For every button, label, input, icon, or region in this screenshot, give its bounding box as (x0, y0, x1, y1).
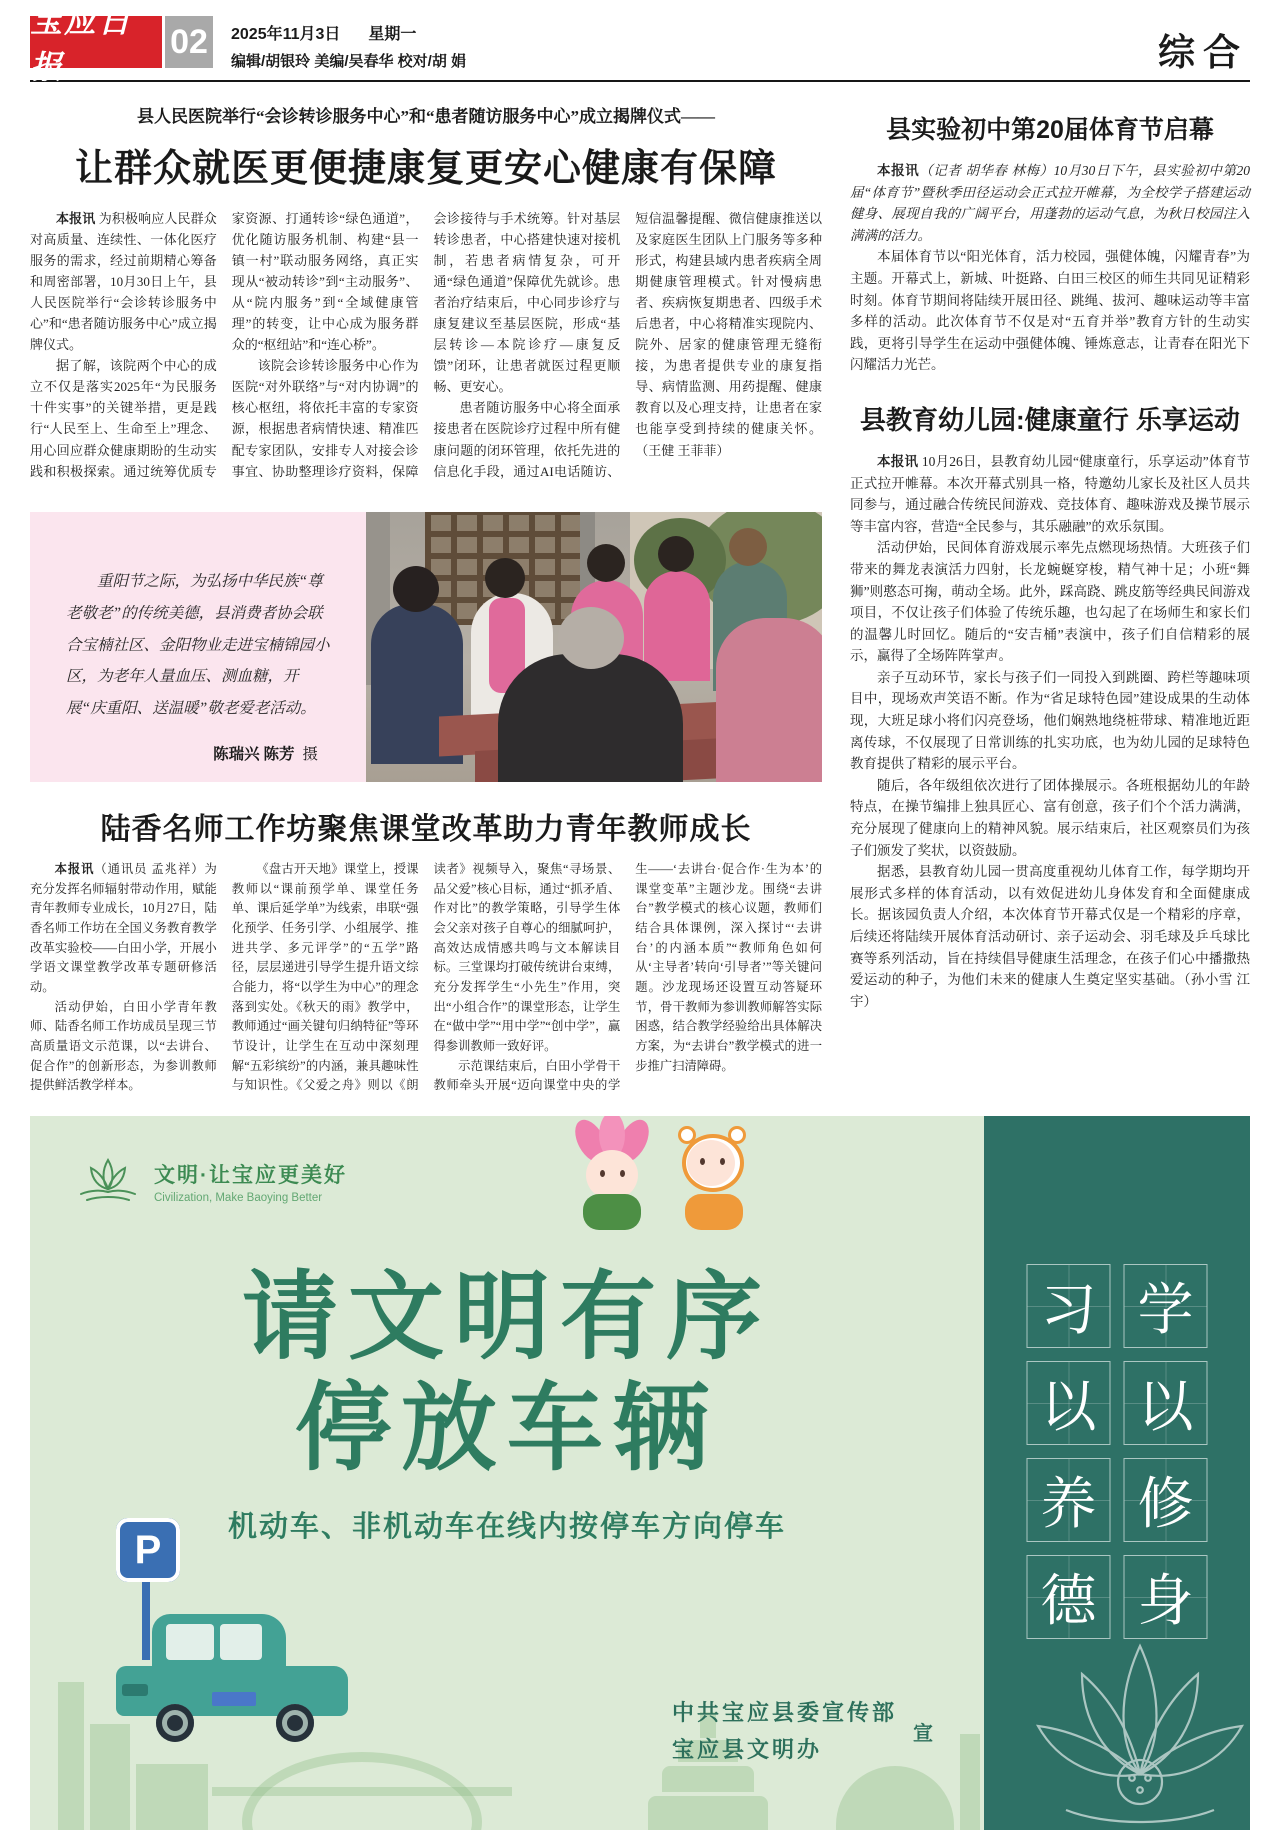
ad-subline: 机动车、非机动车在线内按停车方向停车 (227, 1511, 786, 1543)
ad-sponsor (672, 1694, 933, 1769)
car-illustration (116, 1614, 348, 1740)
photo-person (716, 618, 822, 782)
ad-sponsor-line2: 宝应县文明办 (672, 1737, 823, 1763)
workshop-article-headline: 陆香名师工作坊聚焦课堂改革助力青年教师成长 (100, 813, 752, 846)
staff-line: 编辑/胡银玲 美编/吴春华 校对/胡 娟 (231, 53, 467, 70)
issue-date: 2025年11月3日 (231, 26, 341, 43)
calligraphy-char: 养 (1027, 1458, 1111, 1542)
kindergarten-article-headline: 县教育幼儿园:健康童行 乐享运动 (860, 404, 1240, 435)
calligraphy-char: 习 (1027, 1264, 1111, 1348)
ad-headline-line2: 停放车辆 (295, 1375, 719, 1483)
paragraph: 《盘古开天地》课堂上，授课教师以“课前预学单、课堂任务单、课后延学单”为线索，串联“强化预学、任务引学、小组展学、推进共学、多元评学”的“五学”路径，层层递进引导学生提升语文综合能力，将“以学生为中心”的理念落到实处。《秋天的雨》教学中，教师通过“画关键句归纳特征”等环节设计，让学生在互动中深刻理解“五彩缤纷”的内涵，兼具趣味性与知识性。《父爱之舟》则以《朗读者》视频导入，聚焦“寻场景、品父爱”核心目标，通过“抓矛盾、作对比”的教学策略，引导学生体会父亲对孩子自尊心的细腻呵护，高效达成情感共鸣与文本解读目标。三堂课均打破传统讲台束缚，充分发挥学生“小先生”作用，突出“小组合作”的课堂形态，让学生在“做中学”“用中学”“创中学”，赢得参训教师一致好评。 (231, 862, 621, 1093)
ad-sponsor-suffix: 宣 (913, 1722, 934, 1745)
paragraph: 本报讯（通讯员 孟兆祥）为充分发挥名师辐射带动作用，赋能青年教师专业成长，10月27日，陆香名师工作坊在全国义务教育教学改革实验校——白田小学，开展小学语文课堂教学改革专题研修活动。 (30, 862, 217, 995)
page-number: 02 (165, 16, 213, 68)
ad-brand (75, 1156, 347, 1206)
photo-person-head (587, 544, 625, 582)
paragraph: 据悉，县教育幼儿园一贯高度重视幼儿体育工作，每学期均开展形式多样的体育活动，以有效促进幼儿身体发育和全面健康成长。据该园负责人介绍，本次体育节开幕式仅是一个精彩的序章，后续还将陆续开展体育活动研讨、亲子运动会、羽毛球及乒乓球比赛等系列活动，旨在持续倡导健康生活理念，在孩子们心中播撒热爱运动的种子，为他们未来的健康人生奠定坚实基础。（孙小雪 江宇） (850, 864, 1250, 1009)
paragraph: 据了解，该院两个中心的成立不仅是落实2025年“为民服务十件实事”的关键举措，更是践行“人民至上、生命至上”理念、用心回应群众健康期盼的生动实践和积极探索。通过统筹优质专家资源、打通转诊“绿色通道”，优化随访服务机制、构建“县一镇一村”联动服务网络，真正实现从“被动转诊”到“主动服务”、从“院内服务”到“全域健康管理”的转变，让中心成为服务群众的“枢纽站”和“连心桥”。 (30, 211, 419, 479)
paragraph: 活动伊始，白田小学青年教师、陆香名师工作坊成员呈现三节高质量语文示范课，以“去讲台、促合作”的创新形态，为参训教师提供鲜活教学样本。 (30, 999, 217, 1093)
ad-brand-en: Civilization, Make Baoying Better (154, 1191, 323, 1204)
photo-caption: 重阳节之际，为弘扬中华民族“尊老敬老”的传统美德，县消费者协会联合宝楠社区、金阳物业走进宝楠锦园小区，为老年人量血压、测血糖，开展“庆重阳、送温暖”敬老爱老活动。 (66, 573, 330, 718)
paragraph: 本报讯（记者 胡华春 林梅）10月30日下午，县实验初中第20届“体育节”暨秋季田径运动会正式拉开帷幕，为全校学子搭建运动健身、展现自我的广阔平台，用蓬勃的运动气息，为秋日校园注入满满的活力。 (850, 163, 1251, 243)
paragraph: 亲子互动环节，家长与孩子们一同投入到跳圈、跨栏等趣味项目中，现场欢声笑语不断。作为“省足球特色园”建设成果的生动体现，大班足球小将们闪亮登场，他们娴熟地绕桩带球、精准地近距离传球，不仅展现了日常训练的扎实功底，也为幼儿园的足球特色教育提供了精彩的展示平台。 (850, 669, 1250, 772)
paragraph: 本届体育节以“阳光体育，活力校园，强健体魄，闪耀青春”为主题。开幕式上，新城、叶挺路、白田三校区的师生共同见证精彩时刻。体育节期间将陆续开展田径、跳绳、拔河、趣味运动等丰富多样的活动。此次体育节不仅是对“五育并举”教育方针的生动实践，更将引导学生在运动中强健体魄、锤炼意志，让青春在阳光下闪耀活力光芒。 (850, 249, 1250, 373)
photo-elderly-head (558, 607, 624, 669)
weekday: 星期一 (368, 26, 417, 43)
hospital-article-body (30, 208, 822, 500)
kindergarten-article-body (850, 451, 1250, 1012)
civility-parking-ad (30, 1116, 1250, 1830)
mascots (568, 1120, 758, 1232)
ad-headline (30, 1262, 984, 1485)
lotus-logo-icon (75, 1156, 141, 1206)
sports-article-headline: 县实验初中第20届体育节启幕 (886, 116, 1214, 144)
white-lotus-icon (1006, 1618, 1250, 1830)
news-photo (366, 512, 822, 782)
hospital-article-kicker: 县人民医院举行“会诊转诊服务中心”和“患者随访服务中心”成立揭牌仪式—— (137, 107, 715, 126)
paragraph: 患者随访服务中心将全面承接患者在医院诊疗过程中所有健康问题的闭环管理，依托先进的信息化手段，通过AI电话随访、短信温馨提醒、微信健康推送以及家庭医生团队上门服务等多种形式，构建县域内患者疾病全周期健康管理模式。针对慢病患者、疾病恢复期患者、四级手术后患者，中心将精准实现院内、院外、居家的健康管理无缝衔接，为患者提供专业的康复指导、病情监测、用药提醒、健康教育以及心理支持，让患者在家也能享受到持续的健康关怀。（王健 王菲菲） (433, 211, 822, 479)
calligraphy-char: 德 (1027, 1555, 1111, 1639)
photo-elderly-person (498, 654, 683, 782)
calligraphy-char: 以 (1027, 1361, 1111, 1445)
photo-person-head (729, 528, 767, 566)
mascot-lotus-kid (568, 1120, 656, 1232)
photo-person (644, 571, 710, 681)
photo-caption-box (30, 512, 366, 782)
page-content (0, 82, 1280, 1100)
paragraph: 示范课结束后，白田小学骨干教师牵头开展“迈向课堂中央的学生——‘去讲台·促合作·生为本’的课堂变革”主题沙龙。围绕“去讲台”教学模式的核心议题，教师们结合具体课例，深入探讨“‘去讲台’的内涵本质”“教师角色如何从‘主导者’转向‘引导者’”等关键问题。沙龙现场还设置互动答疑环节，骨干教师为参训教师解答实际困惑，结合教学经验给出具体解决方案，为“去讲台”教学模式的进一步推广扫清障碍。 (433, 862, 822, 1093)
calligraphy-grid (1027, 1264, 1208, 1639)
hospital-article-headline: 让群众就医更便捷康复更安心健康有保障 (74, 148, 777, 190)
paragraph: 随后，各年级组依次进行了团体操展示。各班根据幼儿的年龄特点，在操节编排上独具匠心、富有创意，孩子们个个活力满满，充分展现了健康向上的精神风貌。展示结束后，社区观察员们为孩子们颁发了奖状，以资鼓励。 (850, 777, 1250, 858)
photo-credit: 陈瑞兴 陈芳 摄 (213, 746, 318, 763)
date-block (231, 16, 466, 71)
mascot-orange-kid (670, 1120, 758, 1232)
ad-calligraphy-panel (984, 1116, 1250, 1830)
calligraphy-char: 以 (1124, 1361, 1208, 1445)
paragraph: 本报讯 10月26日，县教育幼儿园“健康童行，乐享运动”体育节正式拉开帷幕。本次开幕式别具一格，特邀幼儿家长及社区人员共同参与，通过融合传统民间游戏、竞技体育、趣味游戏及操节展示等丰富内容，营造“全民参与，其乐融融”的欢乐氛围。 (850, 453, 1251, 534)
masthead (0, 0, 1280, 85)
ad-brand-text (154, 1159, 347, 1204)
photo-block (30, 512, 822, 782)
left-region (30, 96, 822, 1100)
newspaper-logo: 宝应日报 (30, 16, 162, 68)
parking-sign-icon: P (116, 1518, 180, 1582)
calligraphy-char: 修 (1124, 1458, 1208, 1542)
ad-headline-line1: 请文明有序 (242, 1264, 772, 1371)
workshop-article-body (30, 860, 822, 1100)
sports-article-body (850, 160, 1250, 376)
paragraph: 本报讯 为积极响应人民群众对高质量、连续性、一体化医疗服务的需求，经过前期精心筹备和周密部署，10月30日上午，县人民医院举行“会诊转诊服务中心”和“患者随访服务中心”成立揭牌仪式。 (30, 211, 217, 353)
ad-main-area (30, 1116, 984, 1830)
ad-brand-cn: 文明·让宝应更美好 (154, 1163, 347, 1187)
paragraph: 该院会诊转诊服务中心作为医院“对外联络”与“对内协调”的核心枢纽，将依托丰富的专家资源，根据患者病情快速、精准匹配专家团队，安排专人对接会诊事宜、协助整理诊疗资料，保障会诊接待与手术统筹。针对基层转诊患者，中心搭建快速对接机制，若患者病情复杂，可开通“绿色通道”保障优先就诊。患者治疗结束后，中心同步诊疗与康复建议至基层医院，形成“基层转诊—本院诊疗—康复反馈”闭环，让患者就医过程更顺畅、更安心。 (231, 211, 621, 479)
photo-person-head (485, 558, 525, 598)
section-label: 综合 (1158, 32, 1248, 73)
ad-sponsor-line1: 中共宝应县委宣传部 (672, 1700, 898, 1725)
calligraphy-char: 身 (1124, 1555, 1208, 1639)
right-region (850, 96, 1250, 1100)
paragraph: 活动伊始，民间体育游戏展示率先点燃现场热情。大班孩子们带来的舞龙表演活力四射，长龙蜿蜒穿梭，精气神十足；小班“舞狮”则憨态可掬，萌动全场。此外，踩高跷、跳皮筋等经典民间游戏项目，不仅让孩子们体验了传统乐趣，也勾起了在场师生和家长们的温馨儿时回忆。随后的“安吉桶”表演中，孩子们自信精彩的展示，赢得了全场阵阵掌声。 (850, 540, 1250, 664)
calligraphy-char: 学 (1124, 1264, 1208, 1348)
photo-person-head (658, 536, 694, 572)
